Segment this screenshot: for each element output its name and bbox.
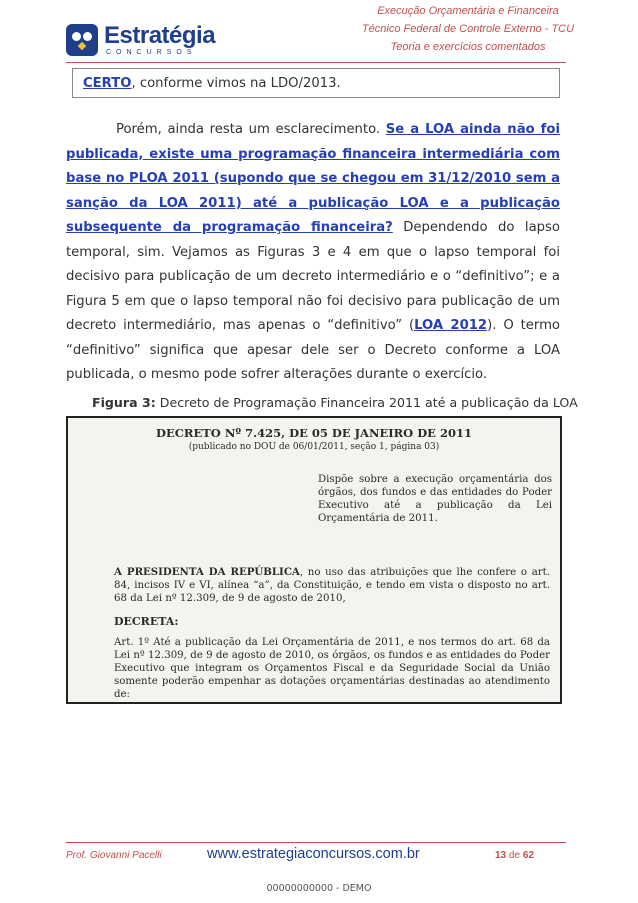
logo-brand-subtext: CONCURSOS xyxy=(106,49,197,56)
header-subtitle: Teoria e exercícios comentados xyxy=(390,41,546,53)
owl-logo-icon xyxy=(66,24,98,56)
header-exam-title: Técnico Federal de Controle Externo - TCU xyxy=(361,23,575,35)
header-course-title: Execução Orçamentária e Financeira xyxy=(377,5,559,17)
footer-divider xyxy=(66,842,566,843)
header-divider xyxy=(66,62,566,63)
footer-page-number xyxy=(495,850,534,861)
decree-figure xyxy=(66,416,562,704)
page-current: 13 xyxy=(495,850,507,861)
estrategia-logo xyxy=(66,22,216,58)
answer-text: , conforme vimos na LDO/2013. xyxy=(131,76,341,91)
decree-ementa: Dispõe sobre a execução orçamentária dos órgãos, dos fundos e das entidades do Poder Executivo até a publicação da Lei Orçamentária de 2011. xyxy=(318,474,552,524)
answer-keyword: CERTO xyxy=(83,76,132,91)
decree-publication-note: (publicado no DOU de 06/01/2011, seção 1, página 03) xyxy=(188,442,440,452)
decree-article-1: Art. 1º Até a publicação da Lei Orçamentária de 2011, e nos termos do art. 68 da Lei nº 12.309, de 9 de agosto de 2010, os órgãos, os fundos e as entidades do Poder Executivo que integram os Orçamentos Fiscal e da Seguridade Social da União somente poderão empenhar as dotações orçamentárias destinadas ao atendimento de: xyxy=(114,637,550,700)
demo-watermark-text: 00000000000 - DEMO xyxy=(266,883,372,894)
document-header xyxy=(338,2,598,56)
figure-caption-label: Figura 3: xyxy=(92,395,156,410)
paragraph-mid: Dependendo do lapso temporal, sim. Vejamos as Figuras 3 e 4 em que o lapso temporal foi decisivo para publicação de um decreto intermediário e o “definitivo”; e a Figura 5 em que o lapso temporal não foi decisivo para publicação de um decreto intermediário, mas apenas o “definitivo” ( xyxy=(66,220,560,333)
paragraph-loa-2012: LOA 2012 xyxy=(414,318,488,333)
figure-caption xyxy=(92,395,578,410)
decree-preamble xyxy=(114,566,550,605)
answer-box xyxy=(72,68,560,98)
page-separator: de xyxy=(506,850,523,861)
paragraph-end: ). O termo “definitivo” significa que apesar dele ser o Decreto conforme a LOA publicada, o mesmo pode sofrer alterações durante o exercício. xyxy=(66,318,561,382)
page-total: 62 xyxy=(522,850,534,861)
footer-author: Prof. Giovanni Pacelli xyxy=(66,850,162,861)
decree-title: DECRETO Nº 7.425, DE 05 DE JANEIRO DE 2011 xyxy=(156,426,472,440)
paragraph-intro: Porém, ainda resta um esclarecimento. xyxy=(116,122,386,137)
body-paragraph xyxy=(66,118,560,388)
paragraph-question: Se a LOA ainda não foi publicada, existe uma programação financeira intermediária com base no PLOA 2011 (supondo que se chegou em 31/12/2010 sem a sanção da LOA 2011) até a publicação LOA e a publicação subsequente da programação financeira? xyxy=(66,122,560,235)
figure-caption-text: Decreto de Programação Financeira 2011 até a publicação da LOA xyxy=(155,395,578,410)
decree-preamble-text: , no uso das atribuições que lhe confere o art. 84, incisos IV e VI, alínea “a”, da Constituição, e tendo em vista o disposto no art. 68 da Lei nº 12.309, de 9 de agosto de 2010, xyxy=(114,567,550,604)
decree-preamble-bold: A PRESIDENTA DA REPÚBLICA xyxy=(114,566,300,578)
decree-decreta: DECRETA: xyxy=(114,615,179,628)
logo-brand-text: Estratégia xyxy=(104,22,216,49)
footer-website: www.estrategiaconcursos.com.br xyxy=(207,846,420,862)
